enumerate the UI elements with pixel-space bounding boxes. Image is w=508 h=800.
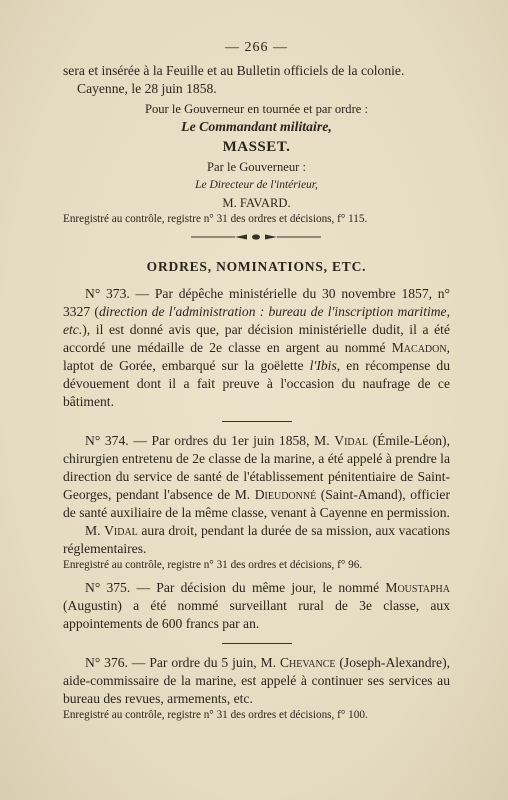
- commandant-signature: MASSET.: [222, 139, 291, 155]
- director-signature: M. FAVARD.: [222, 196, 291, 210]
- separator-rule: [222, 421, 292, 422]
- order-375-number: N° 375.: [85, 580, 131, 595]
- commandant-title: Le Commandant militaire,: [181, 119, 332, 134]
- page-number: — 266 —: [225, 40, 288, 55]
- person-name: Dieudonné: [254, 487, 317, 502]
- ship-name: l'Ibis: [309, 358, 337, 373]
- order-373: N° 373. — Par dépêche ministérielle du 30 novembre 1857, n° 3327 (direction de l'administration : bureau de l'inscription maritime, etc.), il est donné avis que, par décision ministérielle dudit, il a été accordé une médaille de 2e classe en argent au nommé Macadon, laptot de Gorée, embarqué sur la goëlette l'Ibis, en récompense du dévouement dont il a fait preuve à l'occasion du naufrage de ce bâtiment.: [63, 286, 450, 409]
- section-heading: ORDRES, NOMINATIONS, ETC.: [146, 259, 367, 274]
- order-376: N° 376. — Par ordre du 5 juin, M. Chevance (Joseph-Alexandre), aide-commissaire de la marine, est appelé à continuer ses services au bureau des revues, armements, etc.: [63, 655, 450, 706]
- page-content: [63, 40, 450, 723]
- order-374-continued: M. Vidal aura droit, pendant la durée de sa mission, aux vacations réglementaires.: [63, 523, 450, 556]
- person-name: Vidal: [334, 433, 368, 448]
- intro-line: sera et insérée à la Feuille et au Bulletin officiels de la colonie.: [63, 63, 405, 78]
- person-name: Moustapha: [385, 580, 450, 595]
- ornament-divider: [63, 231, 450, 243]
- registration-note: Enregistré au contrôle, registre n° 31 des ordres et décisions, f° 96.: [63, 559, 363, 571]
- person-name: Chevance: [279, 655, 336, 670]
- order-376-number: N° 376.: [85, 655, 128, 670]
- registration-note: Enregistré au contrôle, registre n° 31 des ordres et décisions, f° 115.: [63, 213, 368, 225]
- place-date: Cayenne, le 28 juin 1858.: [77, 81, 217, 96]
- director-title: Le Directeur de l'intérieur,: [195, 179, 318, 191]
- by-order-line: Pour le Gouverneur en tournée et par ordre :: [144, 102, 369, 116]
- order-374-number: N° 374.: [85, 433, 129, 448]
- for-governor-line: Par le Gouverneur :: [207, 160, 306, 174]
- order-373-number: N° 373.: [85, 286, 130, 301]
- registration-note: Enregistré au contrôle, registre n° 31 des ordres et décisions, f° 100.: [63, 709, 368, 721]
- person-name: Macadon: [391, 340, 447, 355]
- order-375: N° 375. — Par décision du même jour, le nommé Moustapha (Augustin) a été nommé surveillant rural de 3e classe, aux appointements de 600 francs par an.: [63, 580, 450, 631]
- separator-rule: [222, 643, 292, 644]
- order-374: N° 374. — Par ordres du 1er juin 1858, M. Vidal (Émile-Léon), chirurgien entretenu de 2e classe de la marine, a été appelé à prendre la direction du service de santé de l'établissement pénitentiaire de Saint-Georges, pendant l'absence de M. Dieudonné (Saint-Amand), officier de santé auxiliaire de la même classe, venant à Cayenne en permission.: [63, 433, 450, 520]
- person-name: Vidal: [104, 523, 138, 538]
